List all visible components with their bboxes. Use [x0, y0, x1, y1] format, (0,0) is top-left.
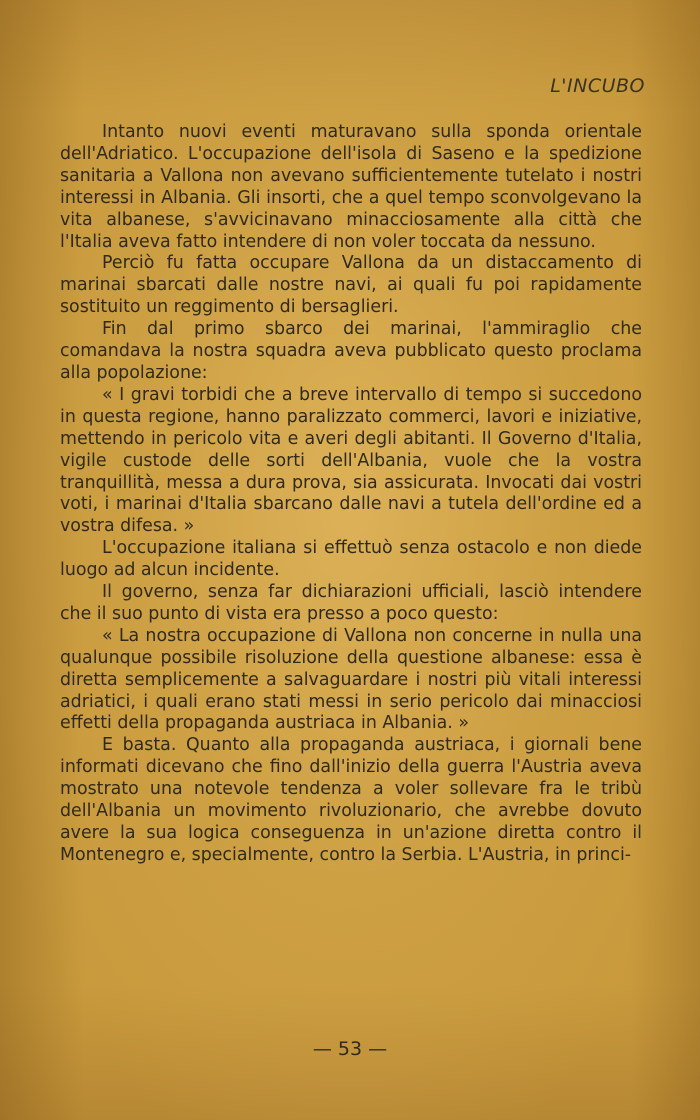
quoted-statement: « La nostra occupazione di Vallona non concerne in nulla una qualunque possibile risoluzione della questione albanese: essa è diretta semplicemente a salvaguardare i nostri più vitali interessi adriatici, i quali erano stati messi in serio pericolo dai minacciosi effetti della propaganda austriaca in Albania. » [60, 625, 642, 734]
paragraph: Intanto nuovi eventi maturavano sulla sponda orientale dell'Adriatico. L'occupazione dell'isola di Saseno e la spedizione sanitaria a Vallona non avevano sufficientemente tutelato i nostri interessi in Albania. Gli insorti, che a quel tempo sconvolgevano la vita albanese, s'avvicinavano minacciosamente alla città che l'Italia aveva fatto intendere di non voler toccata da nessuno. [60, 122, 642, 252]
paragraph: Perciò fu fatta occupare Vallona da un distaccamento di marinai sbarcati dalle nostre navi, ai quali fu poi rapidamente sostituito un reggimento di bersaglieri. [60, 253, 642, 318]
page-number: — 53 — [312, 1038, 388, 1060]
paragraph: L'occupazione italiana si effettuò senza ostacolo e non diede luogo ad alcun incidente. [60, 538, 642, 581]
paragraph: Il governo, senza far dichiarazioni ufficiali, lasciò intendere che il suo punto di vista era presso a poco questo: [60, 582, 642, 624]
paragraph: Fin dal primo sbarco dei marinai, l'ammiraglio che comandava la nostra squadra aveva pubblicato questo proclama alla popolazione: [60, 319, 642, 383]
running-head: L'INCUBO [550, 75, 645, 97]
paragraph: E basta. Quanto alla propaganda austriaca, i giornali bene informati dicevano che fino dall'inizio della guerra l'Austria aveva mostrato una notevole tendenza a voler sollevare fra le tribù dell'Albania un movimento rivoluzionario, che avrebbe dovuto avere la sua logica conseguenza in un'azione diretta contro il Montenegro e, specialmente, contro la Serbia. L'Austria, in princi- [60, 735, 642, 865]
quoted-proclamation: « I gravi torbidi che a breve intervallo di tempo si succedono in questa regione, hanno paralizzato commerci, lavori e iniziative, mettendo in pericolo vita e averi degli abitanti. Il Governo d'Italia, vigile custode delle sorti dell'Albania, vuole che la vostra tranquillità, messa a dura prova, sia assicurata. Invocati dai vostri voti, i marinai d'Italia sbarcano dalle navi a tutela dell'ordine ed a vostra difesa. » [60, 384, 642, 537]
body-text [60, 122, 642, 867]
